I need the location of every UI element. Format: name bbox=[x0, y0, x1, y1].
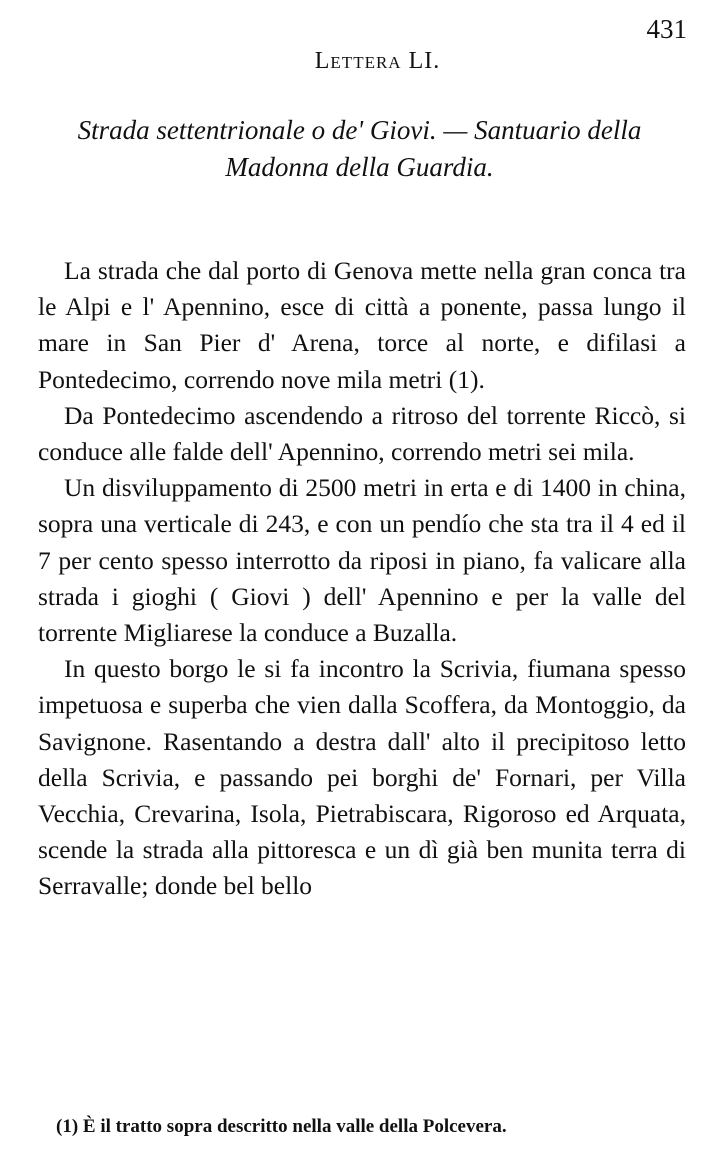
paragraph: Un disviluppamento di 2500 metri in erta e di 1400 in china, sopra una verticale di 243, e con un pendío che sta tra il 4 ed il 7 per cento spesso interrotto da riposi in piano, fa valicare alla strada i gioghi ( Giovi ) dell' Apennino e per la valle del torrente Migliarese la conduce a Buzalla. bbox=[38, 473, 686, 648]
paragraph: In questo borgo le si fa incontro la Scrivia, fiumana spesso impetuosa e superba che vien dalla Scoffera, da Montoggio, da Savignone. Rasentando a destra dall' alto il precipitoso letto della Scrivia, e passando pei borghi de' Fornari, per Villa Vecchia, Crevarina, Isola, Pietrabiscara, Rigoroso ed Arquata, scende la strada alla pittoresca e un dì già ben munita terra di Serravalle; donde bel bello bbox=[38, 654, 686, 901]
chapter-subtitle: Strada settentrionale o de' Giovi. — Santuario della Madonna della Guardia. bbox=[77, 115, 642, 182]
body-text bbox=[38, 253, 686, 905]
letter-heading: Lettera LI. bbox=[314, 48, 441, 74]
paragraph: La strada che dal porto di Genova mette nella gran conca tra le Alpi e l' Apennino, esce di città a ponente, passa lungo il mare in San Pier d' Arena, torce al norte, e difilasi a Pontedecimo, correndo nove mila metri (1). bbox=[38, 256, 686, 394]
footnote: (1) È il tratto sopra descritto nella valle della Polcevera. bbox=[56, 1116, 507, 1137]
page-number: 431 bbox=[646, 14, 687, 44]
paragraph: Da Pontedecimo ascendendo a ritroso del torrente Riccò, si conduce alle falde dell' Apennino, correndo metri sei mila. bbox=[38, 400, 686, 467]
